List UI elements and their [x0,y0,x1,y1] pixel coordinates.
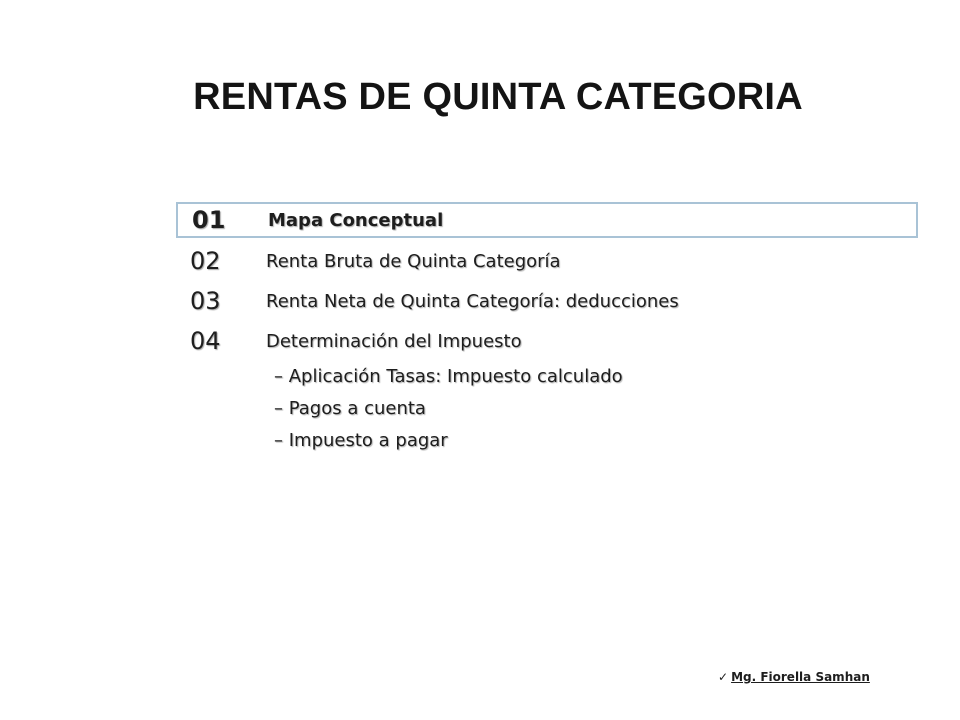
agenda-item-number: 04 [190,327,221,355]
author-name: Mg. Fiorella Samhan [731,670,870,684]
agenda-subitem: – Pagos a cuenta [274,398,426,419]
agenda-subitem: – Impuesto a pagar [274,430,448,451]
agenda-item-number: 02 [190,247,221,275]
agenda-item-03[interactable] [176,283,918,319]
agenda-item-label: Renta Bruta de Quinta Categoría [266,250,561,272]
agenda-item-label: Mapa Conceptual [268,209,444,231]
agenda-item-04[interactable] [176,323,918,359]
page-title: RENTAS DE QUINTA CATEGORIA [193,76,803,118]
check-icon: ✓ [718,670,729,684]
agenda-item-label: Determinación del Impuesto [266,330,522,352]
agenda-item-number: 01 [192,206,226,234]
agenda-subitem: – Aplicación Tasas: Impuesto calculado [274,366,623,387]
agenda-item-01[interactable] [176,202,918,238]
author-credit [718,670,870,684]
agenda-item-02[interactable] [176,243,918,279]
agenda-item-label: Renta Neta de Quinta Categoría: deducciones [266,290,679,312]
agenda-item-number: 03 [190,287,221,315]
